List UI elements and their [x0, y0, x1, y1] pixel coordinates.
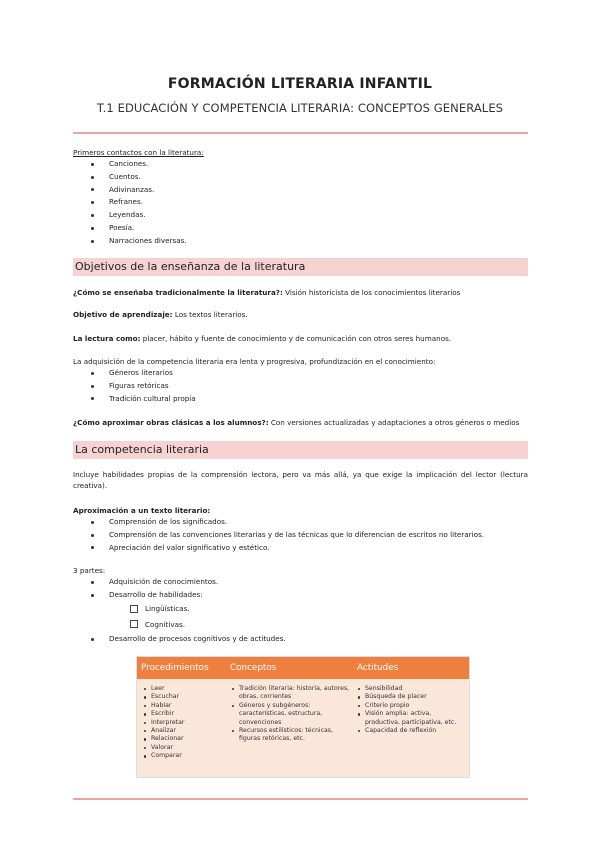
checklist-label: Lingüísticas. [145, 604, 190, 613]
checklist-item[interactable] [145, 603, 190, 619]
list-item: Adivinanzas. [109, 184, 187, 197]
question-answer: Con versiones actualizadas y adaptaciones a otros géneros o medios [268, 418, 520, 427]
document-subtitle: T.1 EDUCACIÓN Y COMPETENCIA LITERARIA: CONCEPTOS GENERALES [96, 101, 504, 115]
list-item: Comprensión de las convenciones literarias y de las técnicas que lo diferencian de escritos no literarios. [109, 529, 484, 542]
table-cell: Leer [151, 685, 226, 693]
table-cell: Sensibilidad [365, 685, 465, 693]
checkbox-icon[interactable] [130, 605, 138, 613]
table-cell: Visión amplia: activa, productiva, participativa, etc. [365, 710, 465, 727]
table-header-conceptos: Conceptos [230, 663, 277, 673]
table-cell: Escuchar [151, 693, 226, 701]
list-item: Cuentos. [109, 171, 187, 184]
list-item: Figuras retóricas [109, 380, 196, 393]
checklist-label: Cognitivas. [145, 619, 186, 629]
table-cell: Géneros y subgéneros: características, estructura, convenciones [239, 702, 351, 727]
parts-list [109, 576, 218, 602]
table-cell: Capacidad de reflexión [365, 727, 465, 735]
table-cell: Recursos estilísticos: técnicas, figuras retóricas, etc. [239, 727, 351, 744]
question-label: ¿Cómo aproximar obras clásicas a los alumnos?: [73, 418, 269, 427]
competence-table [136, 656, 470, 778]
list-item: Poesía. [109, 222, 187, 235]
table-header-actitudes: Actitudes [357, 663, 399, 673]
bottom-divider [73, 798, 528, 800]
intro-list [109, 158, 187, 248]
parts-list-continued [109, 633, 286, 646]
section-heading-objetivos: Objetivos de la enseñanza de la literatura [73, 258, 528, 276]
list-item: Leyendas. [109, 209, 187, 222]
document-title: FORMACIÓN LITERARIA INFANTIL [167, 76, 433, 92]
column-conceptos [239, 685, 351, 744]
table-cell: Hablar [151, 702, 226, 710]
list-item: Comprensión de los significados. [109, 516, 484, 529]
table-cell: Valorar [151, 744, 226, 752]
list-item: Adquisición de conocimientos. [109, 576, 218, 589]
list-item: Tradición cultural propia [109, 393, 196, 406]
table-cell: Relacionar [151, 735, 226, 743]
checkbox-icon[interactable] [130, 620, 138, 628]
acquisition-text: La adquisición de la competencia literaria era lenta y progresiva, profundización en el conocimiento: [73, 357, 436, 366]
section-heading-competencia: La competencia literaria [73, 441, 528, 459]
table-cell: Búsqueda de placer [365, 693, 465, 701]
list-item: Desarrollo de procesos cognitivos y de actitudes. [109, 633, 286, 646]
question-answer: Visión historicista de los conocimientos literarios [282, 288, 461, 297]
question-traditional [73, 288, 460, 297]
list-item: Canciones. [109, 158, 187, 171]
reading-text: placer, hábito y fuente de conocimiento y de comunicación con otros seres humanos. [140, 334, 452, 343]
list-item: Apreciación del valor significativo y estético. [109, 542, 484, 555]
top-divider [73, 132, 528, 134]
table-cell: Tradición literaria: historia, autores, obras, corrientes [239, 685, 350, 701]
learning-objective [73, 310, 248, 319]
table-header-procedimientos: Procedimientos [141, 663, 209, 673]
question-label: ¿Cómo se enseñaba tradicionalmente la literatura?: [73, 288, 283, 297]
approach-heading [73, 506, 210, 515]
table-cell: Interpretar [151, 719, 226, 727]
table-header [137, 657, 469, 679]
intro-heading: Primeros contactos con la literatura: [73, 148, 204, 157]
acquisition-list [109, 367, 196, 405]
list-item: Narraciones diversas. [109, 235, 187, 248]
objective-text: Los textos literarios. [172, 310, 248, 319]
column-procedimientos [151, 685, 226, 761]
table-cell: Escribir [151, 710, 226, 718]
list-item: Desarrollo de habilidades: [109, 589, 218, 602]
table-body [137, 679, 469, 777]
table-cell: Comparar [151, 752, 226, 760]
list-item: Géneros literarios [109, 367, 196, 380]
question-classics [73, 418, 519, 427]
skills-checklist [145, 603, 190, 634]
approach-list [109, 516, 484, 554]
approach-label: Aproximación a un texto literario: [73, 506, 211, 515]
parts-heading: 3 partes: [73, 566, 106, 575]
list-item: Refranes. [109, 196, 187, 209]
table-cell: Criterio propio [365, 702, 465, 710]
objective-label: Objetivo de aprendizaje: [73, 310, 173, 319]
reading-as [73, 334, 451, 343]
reading-label: La lectura como: [73, 334, 141, 343]
table-cell: Analizar [151, 727, 226, 735]
column-actitudes [365, 685, 465, 735]
competence-intro: Incluye habilidades propias de la comprensión lectora, pero va más allá, ya que exige la implicación del lector (lectura creativa). [73, 470, 528, 490]
checklist-item[interactable] [145, 619, 190, 635]
